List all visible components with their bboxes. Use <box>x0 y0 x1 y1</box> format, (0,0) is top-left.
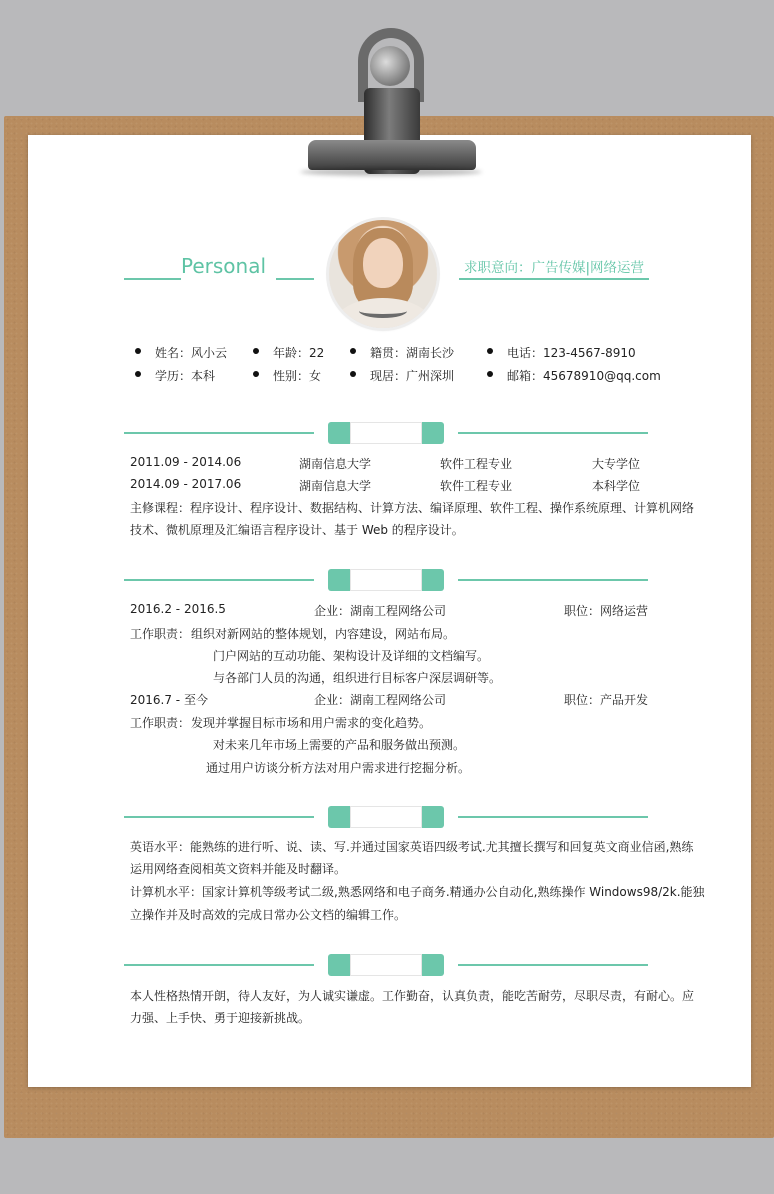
job-duty: 对未来几年市场上需要的产品和服务做出预测。 <box>213 738 466 752</box>
info-phone: 电话：123-4567-8910 <box>507 346 636 360</box>
edu-degree: 本科学位 <box>592 479 641 493</box>
job-duty: 门户网站的互动功能、架构设计及详细的文档编写。 <box>213 649 490 663</box>
edu-degree: 大专学位 <box>592 457 641 471</box>
header-line-mid <box>276 278 314 280</box>
job-duty: 组织对新网站的整体规划，内容建设，网站布局。 <box>191 627 456 641</box>
bullet-icon <box>487 371 493 377</box>
section-divider-work <box>124 568 648 592</box>
job-duty: 通过用户访谈分析方法对用户需求进行挖掘分析。 <box>206 761 471 775</box>
info-education: 学历：本科 <box>155 369 216 383</box>
bullet-icon <box>135 371 141 377</box>
job-company: 企业：湖南工程网络公司 <box>314 604 447 618</box>
edu-major: 软件工程专业 <box>440 457 513 471</box>
header-line-right <box>459 278 649 280</box>
info-gender: 性别：女 <box>273 369 322 383</box>
job-intent: 求职意向：广告传媒|网络运营 <box>464 260 645 276</box>
job-position: 职位：网络运营 <box>564 604 649 618</box>
edu-courses: 主修课程：程序设计、程序设计、数据结构、计算方法、编译原理、软件工程、操作系统原理、计算机网络 <box>130 501 695 515</box>
job-position: 职位：产品开发 <box>564 693 649 707</box>
self-evaluation: 本人性格热情开朗，待人友好，为人诚实谦虚。工作勤奋，认真负责，能吃苦耐劳，尽职尽责，有耐心。应 <box>130 989 695 1003</box>
edu-period: 2011.09 - 2014.06 <box>130 455 242 469</box>
section-divider-self <box>124 953 648 977</box>
info-email: 邮箱：45678910@qq.com <box>507 369 661 383</box>
section-divider-skills <box>124 805 648 829</box>
edu-major: 软件工程专业 <box>440 479 513 493</box>
job-company: 企业：湖南工程网络公司 <box>314 693 447 707</box>
self-evaluation-cont: 力强、上手快、勇于迎接新挑战。 <box>130 1011 311 1025</box>
avatar <box>329 220 437 328</box>
personal-heading: Personal <box>181 254 267 278</box>
edu-courses-cont: 技术、微机原理及汇编语言程序设计、基于 Web 的程序设计。 <box>130 523 464 537</box>
info-age: 年龄：22 <box>273 346 325 360</box>
bullet-icon <box>487 348 493 354</box>
bullet-icon <box>350 348 356 354</box>
info-residence: 现居：广州深圳 <box>370 369 455 383</box>
job-period: 2016.2 - 2016.5 <box>130 602 226 616</box>
info-name: 姓名：风小云 <box>155 346 228 360</box>
section-divider-education <box>124 421 648 445</box>
binder-clip-icon <box>300 28 480 178</box>
bullet-icon <box>253 348 259 354</box>
bullet-icon <box>135 348 141 354</box>
bullet-icon <box>350 371 356 377</box>
job-duty-label: 工作职责： <box>130 716 191 730</box>
edu-period: 2014.09 - 2017.06 <box>130 477 242 491</box>
skill-english: 英语水平：能熟练的进行听、说、读、写.并通过国家英语四级考试.尤其擅长撰写和回复英文商业信函,熟练 <box>130 840 694 854</box>
job-duty-label: 工作职责： <box>130 627 191 641</box>
edu-school: 湖南信息大学 <box>299 457 372 471</box>
job-period: 2016.7 - 至今 <box>130 693 208 707</box>
skill-computer-cont: 立操作并及时高效的完成日常办公文档的编辑工作。 <box>130 908 407 922</box>
info-origin: 籍贯：湖南长沙 <box>370 346 455 360</box>
header-line-left <box>124 278 181 280</box>
edu-school: 湖南信息大学 <box>299 479 372 493</box>
skill-computer: 计算机水平：国家计算机等级考试二级,熟悉网络和电子商务.精通办公自动化,熟练操作 Windows98/2k.能独 <box>130 885 705 899</box>
skill-english-cont: 运用网络查阅相英文资料并能及时翻译。 <box>130 862 347 876</box>
job-duty: 与各部门人员的沟通，组织进行目标客户深层调研等。 <box>213 671 502 685</box>
bullet-icon <box>253 371 259 377</box>
job-duty: 发现并掌握目标市场和用户需求的变化趋势。 <box>191 716 432 730</box>
